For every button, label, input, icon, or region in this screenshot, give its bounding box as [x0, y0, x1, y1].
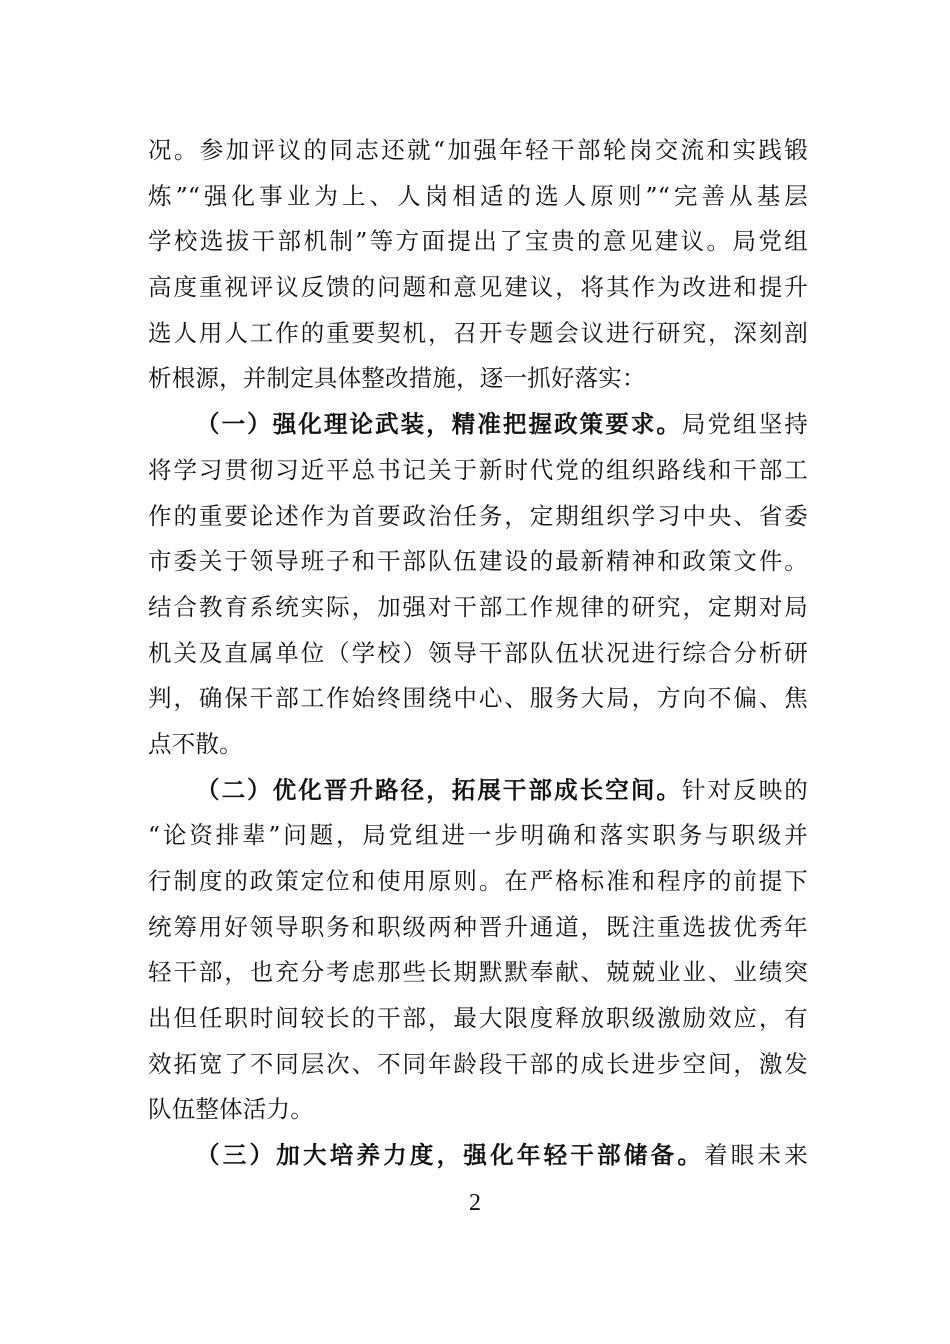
text-line: 市委关于领导班子和干部队伍建设的最新精神和政策文件。: [148, 547, 808, 576]
text-line: 结合教育系统实际，加强对干部工作规律的研究，定期对局: [148, 592, 808, 621]
text-line: 点不散。: [148, 729, 243, 758]
text-line: 效拓宽了不同层次、不同年龄段干部的成长进步空间，激发: [148, 1049, 808, 1078]
text-line: 轻干部，也充分考虑那些长期默默奉献、兢兢业业、业绩突: [148, 958, 808, 987]
section-1-heading: （一）强化理论武装，精准把握政策要求。: [196, 410, 682, 439]
section-3-first-line: [148, 1133, 808, 1179]
text-line: 机关及直属单位（学校）领导干部队伍状况进行综合分析研: [148, 638, 808, 667]
text-line: 判，确保干部工作始终围绕中心、服务大局，方向不偏、焦: [148, 684, 808, 713]
text-line: 队伍整体活力。: [148, 1095, 314, 1124]
text-line: 将学习贯彻习近平总书记关于新时代党的组织路线和干部工: [148, 455, 808, 484]
section-2-first-line: [148, 768, 808, 814]
section-1-lead-text: 局党组坚持: [681, 410, 808, 439]
text-line: 出但任职时间较长的干部，最大限度释放职级激励效应，有: [148, 1004, 808, 1033]
section-2-lead-text: 针对反映的: [681, 775, 808, 804]
text-line: 析根源，并制定具体整改措施，逐一抓好落实：: [148, 364, 646, 393]
text-line: 行制度的政策定位和使用原则。在严格标准和程序的前提下: [148, 867, 808, 895]
text-line: 炼”“强化事业为上、人岗相适的选人原则”“完善从基层: [148, 181, 808, 210]
text-line: 学校选拔干部机制”等方面提出了宝贵的意见建议。局党组: [148, 227, 808, 256]
page-number: 2: [469, 1190, 481, 1216]
document-body: [148, 128, 808, 1179]
text-line: “论资排辈”问题，局党组进一步明确和落实职务与职级并: [148, 821, 808, 850]
section-2-heading: （二）优化晋升路径，拓展干部成长空间。: [196, 775, 682, 804]
text-line: 作的重要论述作为首要政治任务，定期组织学习中央、省委: [148, 501, 808, 530]
text-line: 高度重视评议反馈的问题和意见建议，将其作为改进和提升: [148, 273, 808, 302]
section-3-heading: （三）加大培养力度，强化年轻干部储备。: [196, 1141, 705, 1170]
text-line: 况。参加评议的同志还就“加强年轻干部轮岗交流和实践锻: [148, 136, 808, 164]
text-line: 统筹用好领导职务和职级两种晋升通道，既注重选拔优秀年: [148, 912, 808, 941]
section-1-first-line: [148, 402, 808, 448]
section-3-lead-text: 着眼未来: [704, 1141, 808, 1170]
text-line: 选人用人工作的重要契机，召开专题会议进行研究，深刻剖: [148, 318, 808, 347]
